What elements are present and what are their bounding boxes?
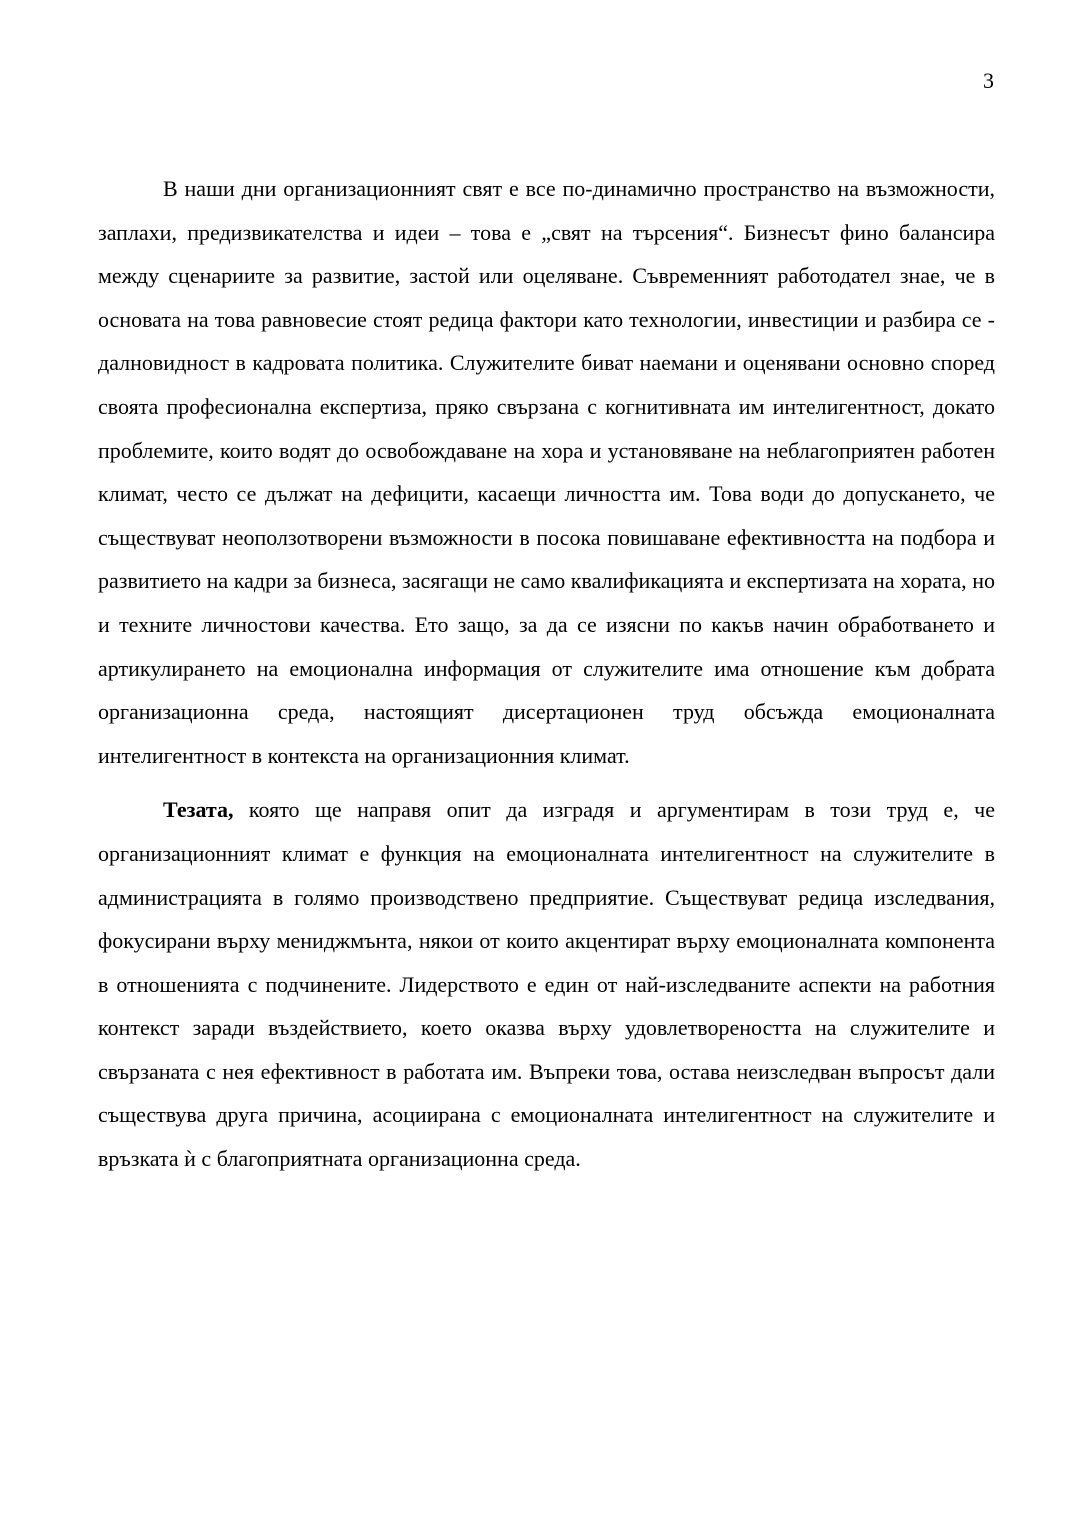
paragraph-introduction: В наши дни организационният свят е все по-динамично пространство на възможности, заплахи, предизвикателства и идеи – това е „свят на търсения“. Бизнесът фино балансира между сценариите за развитие, застой или оцеляване. Съвременният работодател знае, че в основата на това равновесие стоят редица фактори като технологии, инвестиции и разбира се - далновидност в кадровата политика. Служителите биват наемани и оценявани основно според своята професионална експертиза, пряко свързана с когнитивната им интелигентност, докато проблемите, които водят до освобождаване на хора и установяване на неблагоприятен работен климат, често се дължат на дефицити, касаещи личността им. Това води до допускането, че съществуват неоползотворени възможности в посока повишаване ефективността на подбора и развитието на кадри за бизнеса, засягащи не само квалификацията и експертизата на хората, но и техните личностови качества. Ето защо, за да се изясни по какъв начин обработването и артикулирането на емоционална информация от служителите има отношение към добрата организационна среда, настоящият дисертационен труд обсъжда емоционалната интелигентност в контекста на организационния климат. (98, 176, 995, 768)
document-body (98, 167, 995, 1181)
paragraph-thesis (98, 788, 995, 1180)
page-number: 3 (983, 68, 994, 93)
thesis-label: Тезата, (163, 797, 234, 823)
thesis-text: която ще направя опит да изградя и аргументирам в този труд е, че организационният климат е функция на емоционалната интелигентност на служителите в администрацията в голямо производствено предприятие. Съществуват редица изследвания, фокусирани върху мениджмънта, някои от които акцентират върху емоционалната компонента в отношенията с подчинените. Лидерството е един от най-изследваните аспекти на работния контекст заради въздействието, което оказва върху удовлетвореността на служителите и свързаната с нея ефективност в работата им. Въпреки това, остава неизследван въпросът дали съществува друга причина, асоциирана с емоционалната интелигентност на служителите и връзката ѝ с благоприятната организационна среда. (98, 797, 995, 1172)
